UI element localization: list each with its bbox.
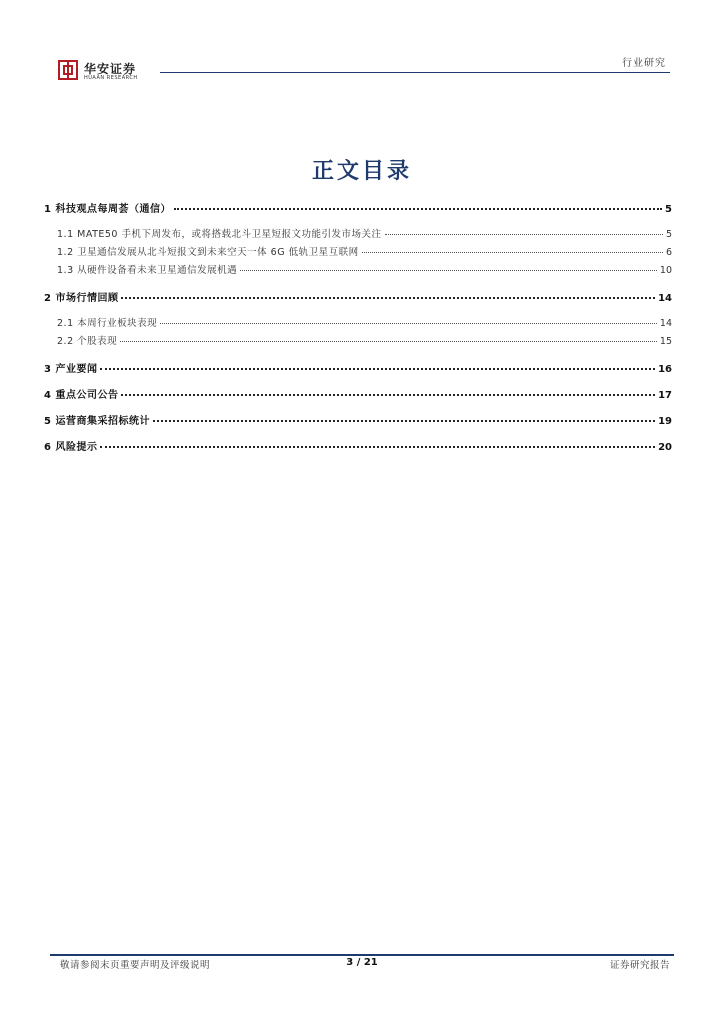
toc-dot-leader — [385, 234, 663, 235]
page-number: 3 / 21 — [346, 957, 378, 968]
toc-entry[interactable] — [44, 386, 672, 401]
toc-dot-leader — [174, 208, 662, 210]
toc-entry-page: 14 — [658, 293, 672, 304]
toc-entry[interactable] — [44, 438, 672, 453]
toc-dot-leader — [240, 270, 657, 271]
toc-entry[interactable] — [44, 360, 672, 375]
toc-dot-leader — [160, 323, 657, 324]
toc-entry-page: 15 — [659, 336, 672, 347]
toc-entry-page: 19 — [658, 416, 672, 427]
toc-entry[interactable] — [44, 412, 672, 427]
toc-entry-text: 2.1 本周行业板块表现 — [57, 318, 158, 329]
logo-english-name: HUAAN RESEARCH — [84, 75, 138, 81]
toc-dot-leader — [153, 420, 655, 422]
toc-entry-page: 5 — [665, 204, 672, 215]
toc-entry-page: 14 — [659, 318, 672, 329]
toc-entry-page: 5 — [665, 229, 672, 240]
document-type-label: 证券研究报告 — [609, 960, 670, 971]
toc-entry[interactable] — [44, 244, 672, 258]
report-category-label: 行业研究 — [622, 58, 666, 69]
company-logo — [58, 60, 158, 84]
toc-dot-leader — [121, 297, 655, 299]
toc-dot-leader — [121, 394, 655, 396]
toc-entry-page: 17 — [658, 390, 672, 401]
toc-dot-leader — [100, 368, 655, 370]
toc-dot-leader — [120, 341, 657, 342]
toc-entry-page: 6 — [665, 247, 672, 258]
logo-seal-icon — [58, 60, 78, 80]
toc-title: 正文目录 — [311, 158, 412, 184]
logo-chinese-name: 华安证券 — [84, 62, 137, 76]
toc-entry-text: 1.2 卫星通信发展从北斗短报文到未来空天一体 6G 低轨卫星互联网 — [57, 247, 359, 258]
header-divider — [160, 72, 670, 73]
toc-entry-text: 5 运营商集采招标统计 — [44, 416, 150, 427]
toc-entry-text: 6 风险提示 — [44, 442, 98, 453]
toc-entry[interactable] — [44, 226, 672, 240]
toc-entry-text: 3 产业要闻 — [44, 364, 98, 375]
footer-disclaimer: 敬请参阅末页重要声明及评级说明 — [60, 960, 211, 971]
toc-entry[interactable] — [44, 200, 672, 215]
toc-entry-text: 2.2 个股表现 — [57, 336, 118, 347]
toc-entry-text: 2 市场行情回顾 — [44, 293, 119, 304]
toc-entry[interactable] — [44, 315, 672, 329]
toc-entry-page: 10 — [659, 265, 672, 276]
toc-dot-leader — [100, 446, 655, 448]
toc-entry-page: 16 — [658, 364, 672, 375]
toc-entry-text: 4 重点公司公告 — [44, 390, 119, 401]
toc-entry[interactable] — [44, 333, 672, 347]
toc-dot-leader — [362, 252, 663, 253]
toc-entry-page: 20 — [658, 442, 672, 453]
footer-divider — [50, 954, 674, 956]
toc-entry-text: 1 科技观点每周荟（通信） — [44, 204, 171, 215]
toc-entry-text: 1.1 MATE50 手机下周发布，或将搭载北斗卫星短报文功能引发市场关注 — [57, 229, 382, 240]
toc-entry-text: 1.3 从硬件设备看未来卫星通信发展机遇 — [57, 265, 238, 276]
toc-entry[interactable] — [44, 262, 672, 276]
toc-entry[interactable] — [44, 289, 672, 304]
